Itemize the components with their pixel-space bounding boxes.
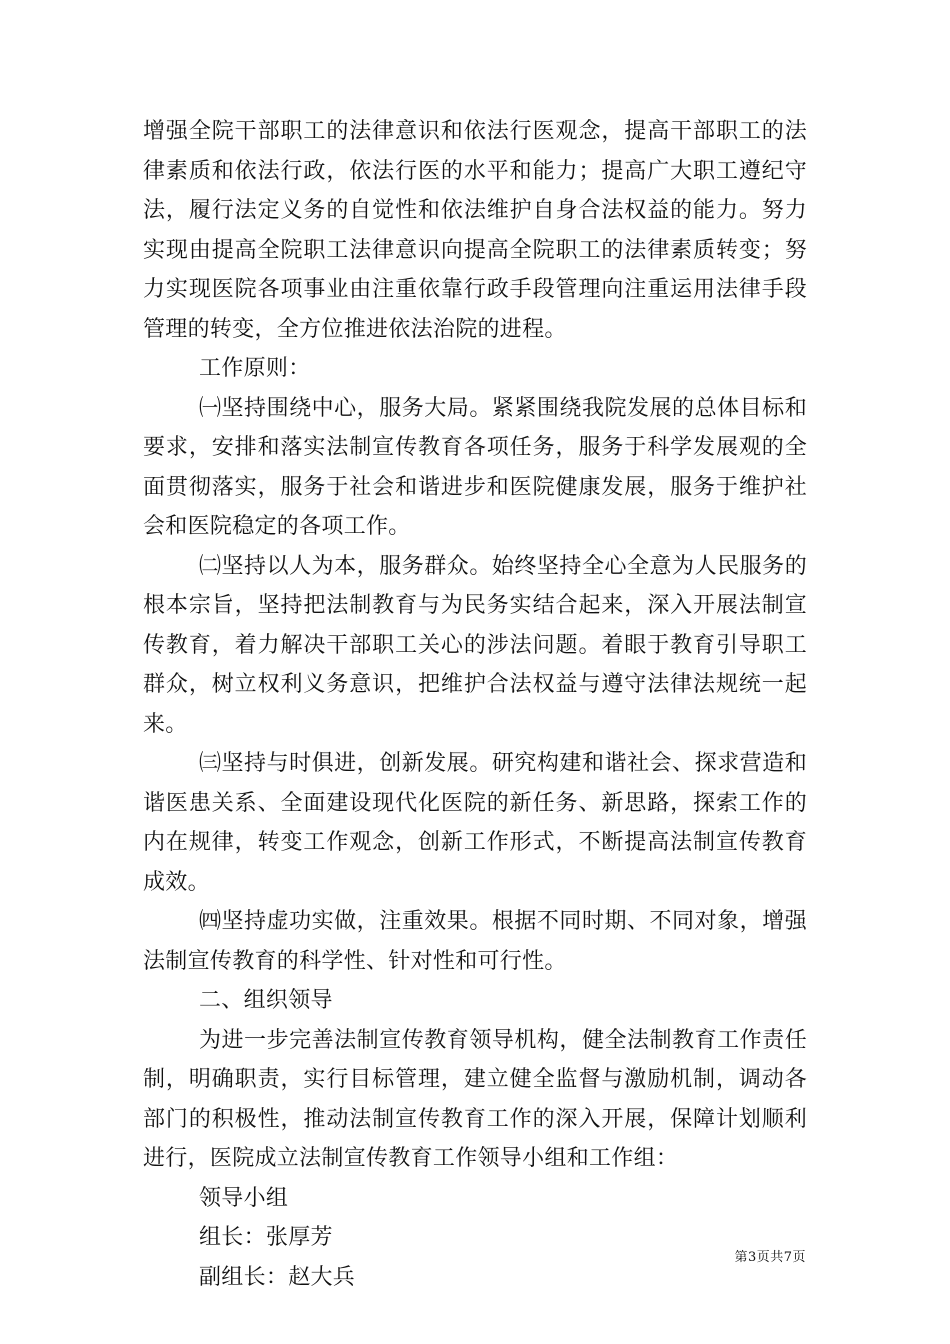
paragraph-principle-3: ㈢坚持与时俱进，创新发展。研究构建和谐社会、探求营造和谐医患关系、全面建设现代化医院的新任务、新思路，探索工作的内在规律，转变工作观念，创新工作形式，不断提高法制宣传教育成效。	[143, 751, 807, 895]
paragraph-principle-2: ㈡坚持以人为本，服务群众。始终坚持全心全意为人民服务的根本宗旨，坚持把法制教育与为民务实结合起来，深入开展法制宣传教育，着力解决干部职工关心的涉法问题。着眼于教育引导职工群众，树立权利义务意识，把维护合法权益与遵守法律法规统一起来。	[143, 553, 807, 737]
paragraph-principle-1: ㈠坚持围绕中心，服务大局。紧紧围绕我院发展的总体目标和要求，安排和落实法制宣传教育各项任务，服务于科学发展观的全面贯彻落实，服务于社会和谐进步和医院健康发展，服务于维护社会和医院稳定的各项工作。	[143, 395, 807, 539]
heading-leadership-group: 领导小组	[199, 1185, 289, 1211]
paragraph-principle-4: ㈣坚持虚功实做，注重效果。根据不同时期、不同对象，增强法制宣传教育的科学性、针对性和可行性。	[143, 909, 807, 974]
paragraph-organization: 为进一步完善法制宣传教育领导机构，健全法制教育工作责任制，明确职责，实行目标管理，建立健全监督与激励机制，调动各部门的积极性，推动法制宣传教育工作的深入开展，保障计划顺利进行，医院成立法制宣传教育工作领导小组和工作组：	[143, 1027, 807, 1171]
heading-organization: 二、组织领导	[199, 988, 333, 1013]
paragraph-intro: 增强全院干部职工的法律意识和依法行医观念，提高干部职工的法律素质和依法行政，依法行医的水平和能力；提高广大职工遵纪守法，履行法定义务的自觉性和依法维护自身合法权益的能力。努力实现由提高全院职工法律意识向提高全院职工的法律素质转变；努力实现医院各项事业由注重依靠行政手段管理向注重运用法律手段管理的转变，全方位推进依法治院的进程。	[143, 119, 807, 342]
heading-work-principles: 工作原则：	[199, 356, 311, 381]
document-body	[143, 112, 807, 1297]
line-group-leader: 组长：张厚芳	[199, 1225, 333, 1250]
line-deputy-leader: 副组长：赵大兵	[199, 1264, 356, 1290]
page-number-footer: 第3页共7页	[734, 1250, 806, 1265]
